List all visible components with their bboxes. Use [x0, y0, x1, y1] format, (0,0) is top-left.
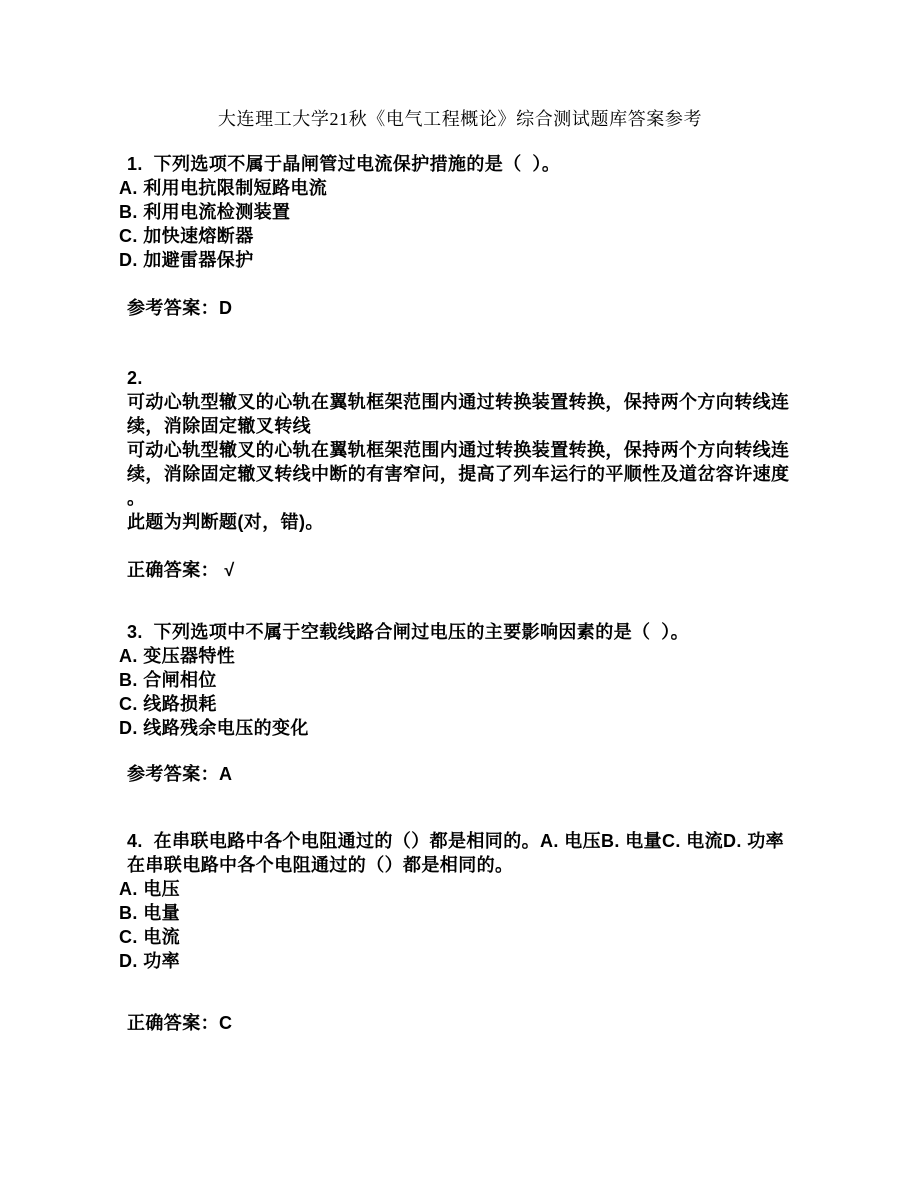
- question-3-option-b: B. 合闸相位: [119, 670, 217, 690]
- question-1-option-b: B. 利用电流检测装置: [119, 202, 291, 222]
- question-2-body-line-3: 可动心轨型辙叉的心轨在翼轨框架范围内通过转换装置转换，保持两个方向转线连: [127, 440, 790, 460]
- question-4: [119, 829, 910, 973]
- question-2-body-line-2: 续，消除固定辙叉转线: [127, 416, 311, 436]
- question-1-stem: 1. 下列选项不属于晶闸管过电流保护措施的是（ ）。: [127, 154, 561, 174]
- question-4-stem-line-1: 4. 在串联电路中各个电阻通过的（）都是相同的。A. 电压B. 电量C. 电流D. 功率: [127, 831, 785, 851]
- question-3: [119, 620, 910, 740]
- question-4-option-c: C. 电流: [119, 927, 181, 947]
- question-2-body-line-4: 续，消除固定辙叉转线中断的有害窄问，提高了列车运行的平顺性及道岔容许速度: [127, 464, 790, 484]
- question-3-option-c: C. 线路损耗: [119, 694, 217, 714]
- question-2-note: 此题为判断题(对，错)。: [127, 512, 324, 532]
- question-4-option-a: A. 电压: [119, 879, 181, 899]
- question-3-answer: 参考答案：A: [127, 764, 233, 784]
- question-2-body-line-5: 。: [127, 488, 146, 508]
- question-4-answer: 正确答案：C: [127, 1013, 233, 1033]
- question-3-option-d: D. 线路残余电压的变化: [119, 718, 309, 738]
- document-title: 大连理工大学21秋《电气工程概论》综合测试题库答案参考: [217, 109, 703, 129]
- question-3-option-a: A. 变压器特性: [119, 646, 236, 666]
- question-2-number: 2.: [127, 368, 143, 388]
- question-3-stem: 3. 下列选项中不属于空载线路合闸过电压的主要影响因素的是（ ）。: [127, 622, 690, 642]
- question-2: [119, 366, 910, 534]
- question-2-answer: 正确答案： √: [127, 560, 235, 580]
- question-1: [119, 152, 910, 272]
- question-1-answer: 参考答案：D: [127, 298, 233, 318]
- question-1-option-a: A. 利用电抗限制短路电流: [119, 178, 328, 198]
- question-1-option-d: D. 加避雷器保护: [119, 250, 254, 270]
- question-1-option-c: C. 加快速熔断器: [119, 226, 254, 246]
- question-4-option-d: D. 功率: [119, 951, 181, 971]
- question-2-body-line-1: 可动心轨型辙叉的心轨在翼轨框架范围内通过转换装置转换，保持两个方向转线连: [127, 392, 790, 412]
- question-4-option-b: B. 电量: [119, 903, 181, 923]
- question-4-stem-line-2: 在串联电路中各个电阻通过的（）都是相同的。: [127, 855, 514, 875]
